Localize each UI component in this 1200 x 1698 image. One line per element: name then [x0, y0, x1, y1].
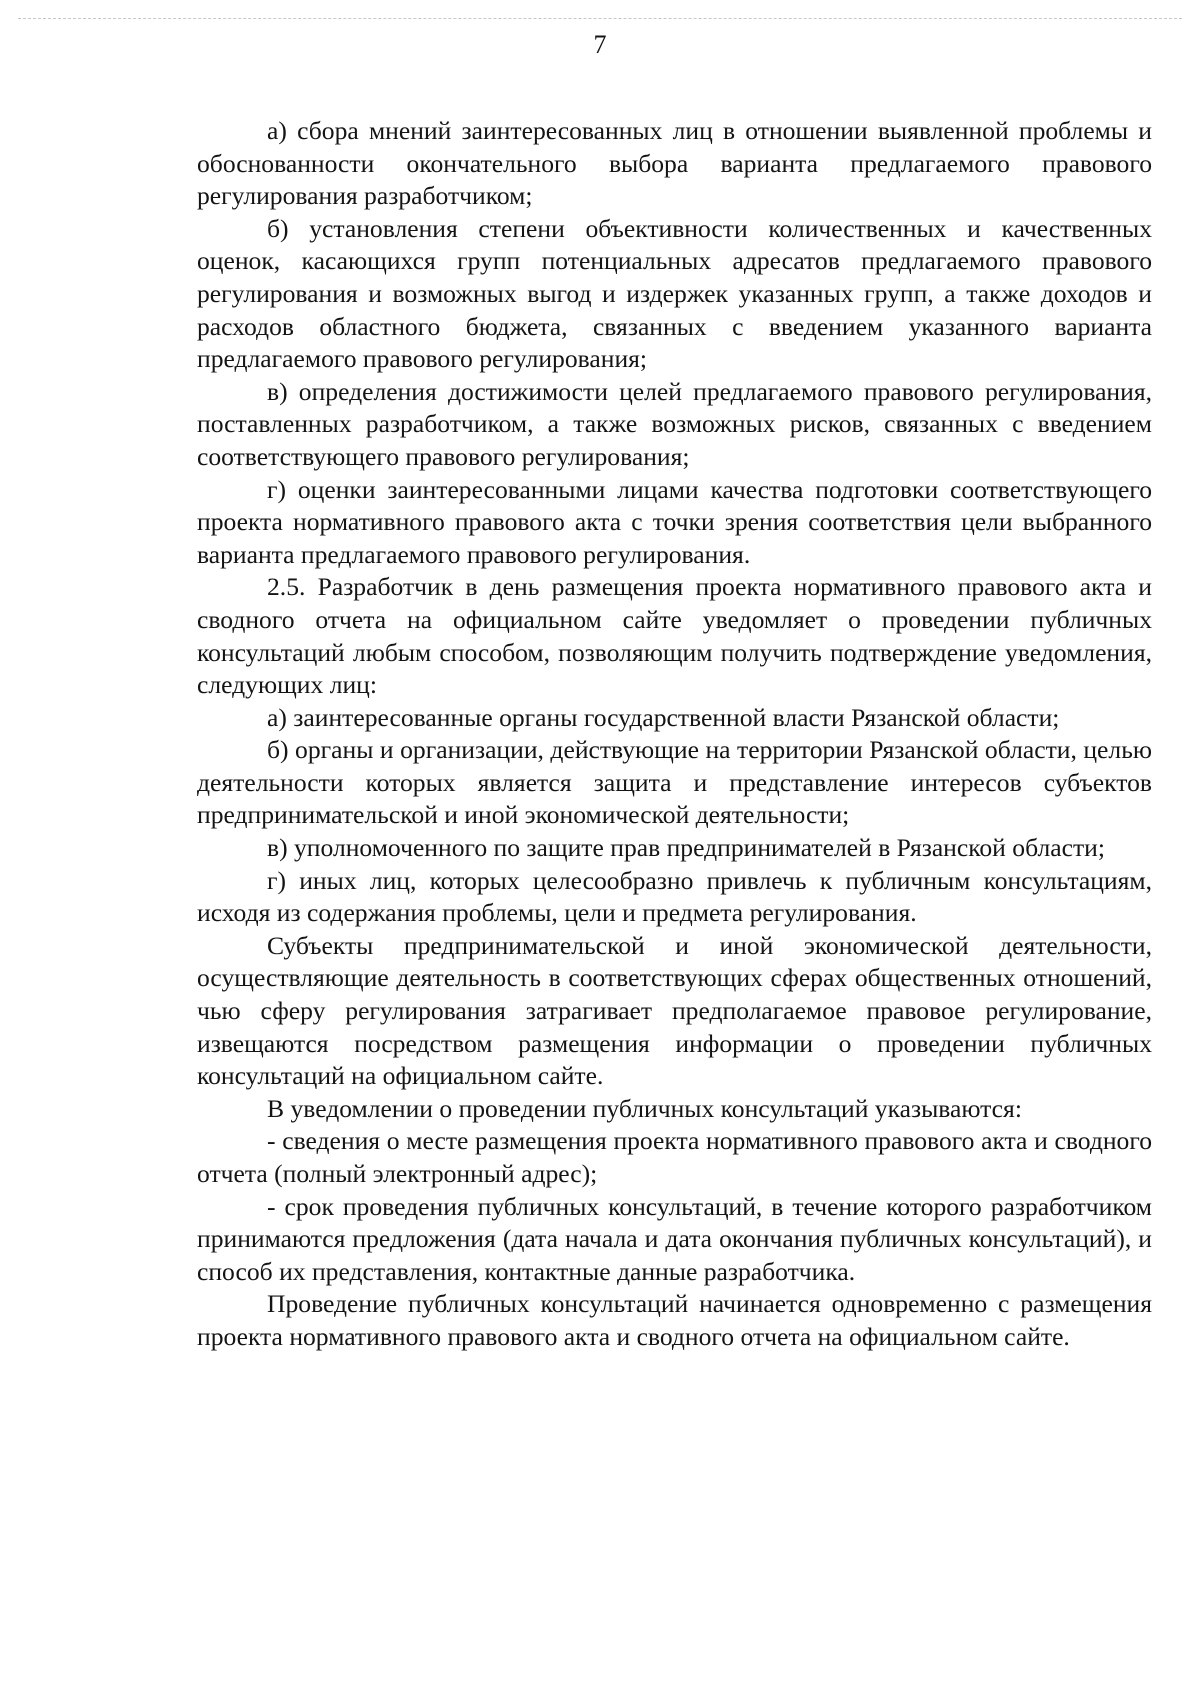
list-item-consultation-period: - срок проведения публичных консультаций, в течение которого разработчиком принимаются предложения (дата начала и дата окончания публичных консультаций), и способ их представления, контактные данные разработчика.: [197, 1191, 1152, 1286]
paragraph-v-achievability: в) определения достижимости целей предлагаемого правового регулирования, поставленных разработчиком, а также возможных рисков, связанных с введением соответствующего правового регулирования;: [197, 376, 1152, 471]
paragraph-2-5-notification: 2.5. Разработчик в день размещения проекта нормативного правового акта и сводного отчета на официальном сайте уведомляет о проведении публичных консультаций любым способом, позволяющим получить подтверждение уведомления, следующих лиц:: [197, 572, 1152, 700]
paragraph-subjects-notified: Субъекты предпринимательской и иной экономической деятельности, осуществляющие деятельность в соответствующих сферах общественных отношений, чью сферу регулирования затрагивает предполагаемое правовое регулирование, извещаются посредством размещения информации о проведении публичных консультаций на официальном сайте.: [197, 930, 1152, 1091]
list-item-b-organizations: б) органы и организации, действующие на территории Рязанской области, целью деятельности которых является защита и представление интересов субъектов предпринимательской и иной экономической деятельности;: [197, 735, 1152, 830]
scan-edge-artifact: [18, 18, 1182, 19]
paragraph-b-objectivity: б) установления степени объективности количественных и качественных оценок, касающихся групп потенциальных адресатов предлагаемого правового регулирования и возможных выгод и издержек указанных групп, а также доходов и расходов областного бюджета, связанных с введением указанного варианта предлагаемого правового регулирования;: [197, 213, 1152, 374]
list-item-a-authorities: а) заинтересованные органы государственной власти Рязанской области;: [267, 702, 1060, 732]
paragraph-g-quality-assessment: г) оценки заинтересованными лицами качества подготовки соответствующего проекта нормативного правового акта с точки зрения соответствия цели выбранного варианта предлагаемого правового регулирования.: [197, 474, 1152, 569]
paragraph-consultation-start: Проведение публичных консультаций начинается одновременно с размещения проекта нормативного правового акта и сводного отчета на официальном сайте.: [197, 1289, 1152, 1351]
paragraph-a-collect-opinions: а) сбора мнений заинтересованных лиц в отношении выявленной проблемы и обоснованности окончательного выбора варианта предлагаемого правового регулирования разработчиком;: [197, 116, 1152, 211]
list-item-v-ombudsman: в) уполномоченного по защите прав предпринимателей в Рязанской области;: [267, 833, 1105, 863]
list-item-g-other-persons: г) иных лиц, которых целесообразно привлечь к публичным консультациям, исходя из содержания проблемы, цели и предмета регулирования.: [197, 865, 1152, 928]
page-number: 7: [593, 30, 607, 59]
document-body: [197, 115, 1152, 1354]
list-item-location-info: - сведения о месте размещения проекта нормативного правового акта и сводного отчета (полный электронный адрес);: [197, 1126, 1152, 1188]
paragraph-notice-contents: В уведомлении о проведении публичных консультаций указываются:: [267, 1093, 1022, 1123]
